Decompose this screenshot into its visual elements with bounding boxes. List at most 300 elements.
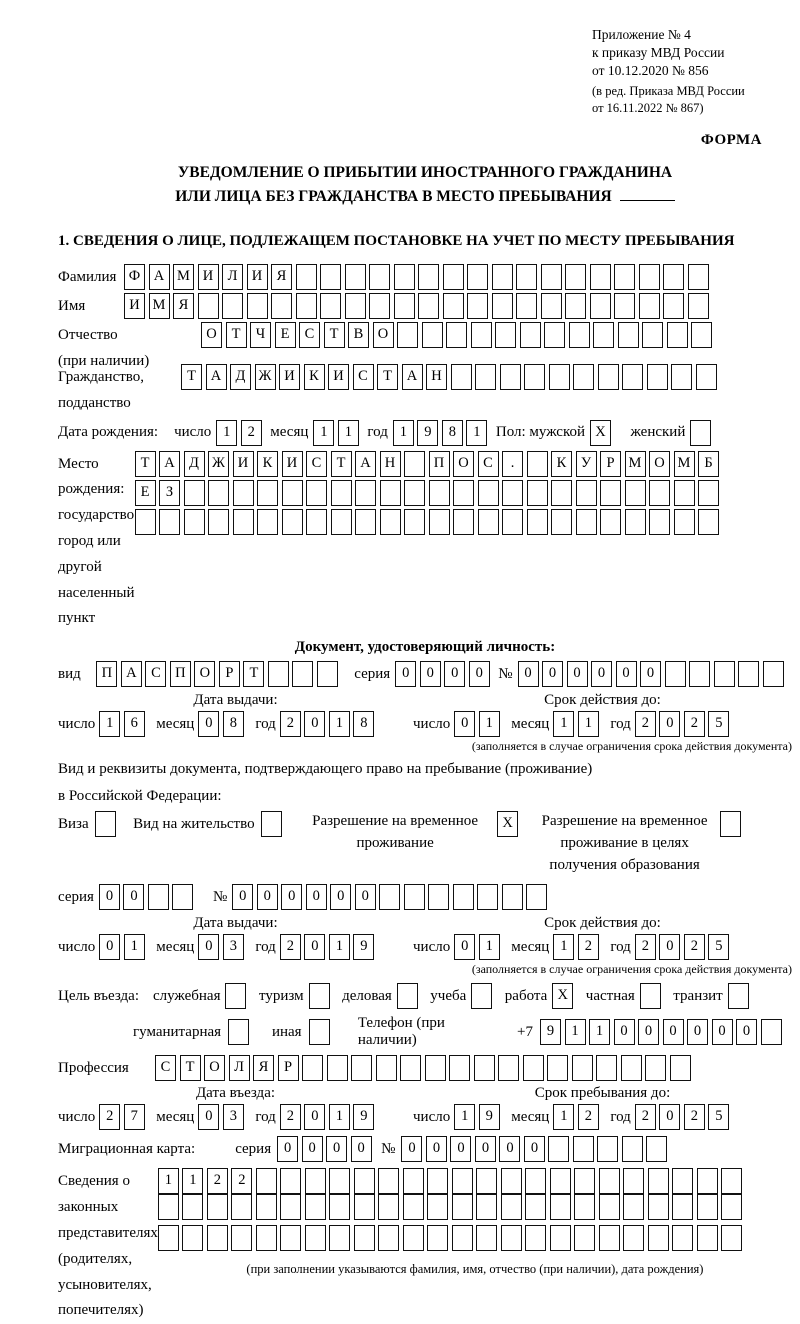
residence-valid-heading: Срок действия до: <box>544 915 661 932</box>
purpose-official-checkbox <box>225 983 250 1009</box>
char-box: 2 <box>207 1168 228 1194</box>
char-box <box>720 811 741 837</box>
char-box <box>452 1225 473 1251</box>
birth-date-label: Дата рождения: <box>58 424 159 441</box>
char-box: 0 <box>591 661 612 687</box>
birth-place-block <box>58 451 792 633</box>
char-box: Е <box>135 480 156 506</box>
char-box <box>305 1225 326 1251</box>
sex-label: Пол: мужской <box>495 424 586 441</box>
char-box <box>207 1225 228 1251</box>
valid-month-boxes <box>553 711 602 737</box>
char-box <box>550 1168 571 1194</box>
residence-options <box>58 811 792 876</box>
char-box <box>576 509 597 535</box>
purpose-other-checkbox <box>309 1019 334 1045</box>
temp-residence-education-checkbox <box>720 811 745 837</box>
char-box <box>524 364 545 390</box>
birth-day-boxes <box>216 420 265 446</box>
char-box <box>453 480 474 506</box>
char-box <box>233 480 254 506</box>
residence-doc-line1: Вид и реквизиты документа, подтверждающего право на пребывание (проживание) <box>58 761 593 778</box>
char-box: 0 <box>659 1104 680 1130</box>
char-box <box>355 509 376 535</box>
char-box: В <box>348 322 369 348</box>
char-box <box>271 293 292 319</box>
char-box: 0 <box>687 1019 708 1045</box>
char-box: Ж <box>255 364 276 390</box>
char-box: 0 <box>257 884 278 910</box>
char-box <box>306 480 327 506</box>
char-box: 1 <box>329 711 350 737</box>
char-box: Ф <box>124 264 145 290</box>
issue-day-boxes <box>99 711 148 737</box>
char-box: 0 <box>232 884 253 910</box>
char-box: 8 <box>223 711 244 737</box>
residence-doc-line2: в Российской Федерации: <box>58 787 222 804</box>
char-box <box>471 322 492 348</box>
temp-residence-education-option: Разрешение на временное проживание в целях получения образования <box>536 811 745 876</box>
char-box <box>738 661 759 687</box>
char-box: 9 <box>353 1104 374 1130</box>
char-box <box>228 1019 249 1045</box>
char-box <box>639 264 660 290</box>
char-box: 0 <box>355 884 376 910</box>
char-box <box>569 322 590 348</box>
purpose-business: деловая <box>342 983 421 1009</box>
char-box <box>397 322 418 348</box>
char-box: О <box>204 1055 225 1081</box>
char-box <box>208 480 229 506</box>
char-box: 0 <box>712 1019 733 1045</box>
char-box: 0 <box>616 661 637 687</box>
char-box <box>500 364 521 390</box>
valid-year-boxes <box>635 711 733 737</box>
char-box: 0 <box>351 1136 372 1162</box>
char-box <box>427 1168 448 1194</box>
surname-row <box>58 264 792 290</box>
char-box <box>302 1055 323 1081</box>
purpose-official: служебная <box>153 983 250 1009</box>
day-label: число <box>174 424 212 441</box>
char-box <box>688 293 709 319</box>
char-box: 1 <box>182 1168 203 1194</box>
char-box: 0 <box>426 1136 447 1162</box>
migration-number-boxes <box>401 1136 671 1162</box>
char-box: 9 <box>479 1104 500 1130</box>
char-box <box>549 364 570 390</box>
section1-heading: 1. СВЕДЕНИЯ О ЛИЦЕ, ПОДЛЕЖАЩЕМ ПОСТАНОВКЕ НА УЧЕТ ПО МЕСТУ ПРЕБЫВАНИЯ <box>58 233 735 250</box>
char-box <box>135 509 156 535</box>
char-box <box>451 364 472 390</box>
valid-until-heading: Срок действия до: <box>544 692 661 709</box>
char-box <box>443 293 464 319</box>
char-box: 0 <box>736 1019 757 1045</box>
char-box <box>728 983 749 1009</box>
char-box: 1 <box>158 1168 179 1194</box>
char-box: О <box>201 322 222 348</box>
char-box: Т <box>377 364 398 390</box>
char-box <box>354 1194 375 1220</box>
char-box: . <box>502 451 523 477</box>
char-box: 9 <box>417 420 438 446</box>
representatives-row2-boxes <box>158 1194 746 1220</box>
char-box <box>320 264 341 290</box>
purpose-label: Цель въезда: <box>58 988 139 1005</box>
char-box <box>674 509 695 535</box>
char-box: Н <box>380 451 401 477</box>
valid-day-boxes <box>454 711 503 737</box>
profession-label: Профессия <box>58 1060 129 1077</box>
purpose-tourism-checkbox <box>309 983 334 1009</box>
residence-permit-option: Вид на жительство <box>133 811 285 837</box>
char-box <box>667 322 688 348</box>
char-box: X <box>590 420 611 446</box>
char-box <box>397 983 418 1009</box>
purpose-study-checkbox <box>471 983 496 1009</box>
char-box <box>647 364 668 390</box>
char-box <box>231 1194 252 1220</box>
char-box <box>492 264 513 290</box>
char-box <box>378 1225 399 1251</box>
char-box <box>380 509 401 535</box>
residence-number-boxes <box>232 884 551 910</box>
char-box <box>520 322 541 348</box>
purpose-work: работа X <box>505 983 577 1009</box>
char-box <box>449 1055 470 1081</box>
char-box <box>453 509 474 535</box>
char-box: 0 <box>420 661 441 687</box>
char-box: 0 <box>395 661 416 687</box>
char-box <box>345 293 366 319</box>
char-box: И <box>124 293 145 319</box>
char-box: 0 <box>99 934 120 960</box>
char-box: 2 <box>280 1104 301 1130</box>
char-box: Е <box>275 322 296 348</box>
char-box <box>256 1225 277 1251</box>
char-box: Я <box>253 1055 274 1081</box>
char-box <box>618 322 639 348</box>
char-box <box>280 1168 301 1194</box>
char-box: 5 <box>708 934 729 960</box>
char-box <box>296 293 317 319</box>
char-box: И <box>282 451 303 477</box>
stay-year-boxes <box>635 1104 733 1130</box>
char-box: 5 <box>708 1104 729 1130</box>
char-box <box>525 1225 546 1251</box>
char-box: А <box>149 264 170 290</box>
char-box <box>208 509 229 535</box>
char-box <box>623 1194 644 1220</box>
char-box <box>403 1194 424 1220</box>
char-box: К <box>551 451 572 477</box>
char-box: А <box>402 364 423 390</box>
char-box <box>761 1019 782 1045</box>
char-box: 8 <box>353 711 374 737</box>
char-box <box>550 1225 571 1251</box>
char-box: И <box>328 364 349 390</box>
char-box: 0 <box>277 1136 298 1162</box>
char-box: Т <box>181 364 202 390</box>
char-box <box>478 480 499 506</box>
char-box <box>476 1168 497 1194</box>
char-box <box>523 1055 544 1081</box>
char-box: 2 <box>578 934 599 960</box>
char-box: 0 <box>304 1104 325 1130</box>
char-box <box>688 264 709 290</box>
visa-checkbox <box>95 811 120 837</box>
char-box <box>182 1194 203 1220</box>
char-box <box>257 480 278 506</box>
patronymic-label: Отчество (при наличии) <box>58 327 150 370</box>
char-box <box>429 509 450 535</box>
char-box: 2 <box>280 934 301 960</box>
residence-series-row <box>58 884 792 910</box>
char-box <box>502 509 523 535</box>
char-box <box>257 509 278 535</box>
name-boxes <box>124 293 712 319</box>
char-box: М <box>149 293 170 319</box>
char-box <box>625 509 646 535</box>
residence-issue-day-boxes <box>99 934 148 960</box>
char-box: С <box>145 661 166 687</box>
char-box <box>280 1225 301 1251</box>
char-box <box>404 451 425 477</box>
appendix-line: к приказу МВД России <box>592 44 725 60</box>
char-box <box>614 293 635 319</box>
char-box: 0 <box>659 934 680 960</box>
char-box: 7 <box>124 1104 145 1130</box>
sex-male-checkbox <box>590 420 615 446</box>
char-box <box>671 364 692 390</box>
purpose-private-checkbox <box>640 983 665 1009</box>
char-box: С <box>306 451 327 477</box>
residence-doc-dates: Дата выдачи: число 0 1 месяц 0 3 год 2 0 1 9 Срок действия до: число 0 1 месяц 1 2 год 2 0 2 5 (заполняется в случае ограничения срока действия документа) <box>58 915 792 977</box>
char-box: И <box>198 264 219 290</box>
migration-card-label: Миграционная карта: <box>58 1140 196 1157</box>
char-box: 9 <box>540 1019 561 1045</box>
birth-place-rows <box>135 451 793 540</box>
char-box <box>425 1055 446 1081</box>
char-box <box>565 264 586 290</box>
char-box <box>623 1225 644 1251</box>
char-box <box>354 1225 375 1251</box>
char-box: 1 <box>393 420 414 446</box>
char-box <box>649 509 670 535</box>
doc-kind-label: вид <box>58 665 81 682</box>
char-box <box>551 480 572 506</box>
char-box <box>599 1194 620 1220</box>
char-box: А <box>121 661 142 687</box>
char-box <box>475 364 496 390</box>
char-box <box>623 1168 644 1194</box>
char-box <box>317 661 338 687</box>
entry-day-boxes <box>99 1104 148 1130</box>
char-box: Т <box>331 451 352 477</box>
profession-boxes <box>155 1055 694 1081</box>
char-box: К <box>304 364 325 390</box>
char-box: 0 <box>454 711 475 737</box>
char-box: 0 <box>524 1136 545 1162</box>
char-box <box>446 322 467 348</box>
revision-line: (в ред. Приказа МВД России <box>592 84 745 99</box>
char-box <box>596 1055 617 1081</box>
char-box <box>403 1168 424 1194</box>
char-box: 1 <box>99 711 120 737</box>
char-box: 2 <box>231 1168 252 1194</box>
char-box: 2 <box>99 1104 120 1130</box>
char-box <box>495 322 516 348</box>
char-box: 3 <box>223 1104 244 1130</box>
char-box <box>614 264 635 290</box>
char-box <box>309 983 330 1009</box>
char-box <box>544 322 565 348</box>
char-box: 1 <box>313 420 334 446</box>
name-label: Имя <box>58 298 86 315</box>
char-box: 0 <box>302 1136 323 1162</box>
char-box <box>714 661 735 687</box>
stay-until-heading: Срок пребывания до: <box>534 1085 671 1102</box>
char-box <box>207 1194 228 1220</box>
char-box <box>452 1194 473 1220</box>
identity-doc-dates: Дата выдачи: число 1 6 месяц 0 8 год 2 0 1 8 Срок действия до: число 0 1 месяц 1 1 год 2 0 2 5 (заполняется в случае ограничения срока действия документа) <box>58 692 792 754</box>
char-box: 1 <box>124 934 145 960</box>
char-box <box>721 1168 742 1194</box>
residence-valid-year-boxes <box>635 934 733 960</box>
identity-doc-row <box>58 661 792 687</box>
char-box <box>379 884 400 910</box>
char-box <box>345 264 366 290</box>
temp-residence-checkbox <box>497 811 522 837</box>
char-box <box>222 293 243 319</box>
char-box: 9 <box>353 934 374 960</box>
char-box: 0 <box>659 711 680 737</box>
char-box <box>404 480 425 506</box>
char-box <box>551 509 572 535</box>
char-box: 1 <box>553 934 574 960</box>
char-box <box>721 1194 742 1220</box>
char-box: О <box>453 451 474 477</box>
entry-year-boxes <box>280 1104 378 1130</box>
char-box <box>670 1055 691 1081</box>
char-box <box>696 364 717 390</box>
char-box <box>231 1225 252 1251</box>
char-box <box>422 322 443 348</box>
char-box: Л <box>222 264 243 290</box>
char-box <box>565 293 586 319</box>
purpose-transit: транзит <box>673 983 752 1009</box>
char-box: 0 <box>198 934 219 960</box>
char-box <box>305 1194 326 1220</box>
char-box <box>159 509 180 535</box>
surname-boxes <box>124 264 712 290</box>
phone-boxes <box>540 1019 785 1045</box>
char-box <box>593 322 614 348</box>
char-box <box>225 983 246 1009</box>
char-box: П <box>96 661 117 687</box>
char-box <box>639 293 660 319</box>
char-box <box>576 480 597 506</box>
representatives-note: (при заполнении указываются фамилия, имя, отчество (при наличии), дата рождения) <box>246 1262 704 1277</box>
char-box <box>329 1194 350 1220</box>
char-box: 1 <box>329 934 350 960</box>
issue-year-boxes <box>280 711 378 737</box>
char-box <box>691 322 712 348</box>
char-box: 2 <box>280 711 301 737</box>
char-box: Я <box>173 293 194 319</box>
char-box <box>453 884 474 910</box>
birth-date-row <box>58 420 792 446</box>
char-box: 0 <box>450 1136 471 1162</box>
char-box: Д <box>230 364 251 390</box>
char-box <box>418 293 439 319</box>
char-box <box>599 1225 620 1251</box>
char-box <box>256 1168 277 1194</box>
purpose-humanitarian-label: гуманитарная <box>133 1023 222 1040</box>
char-box <box>648 1168 669 1194</box>
char-box <box>501 1225 522 1251</box>
char-box <box>261 811 282 837</box>
char-box <box>282 480 303 506</box>
char-box <box>526 884 547 910</box>
char-box: 1 <box>589 1019 610 1045</box>
char-box: Л <box>229 1055 250 1081</box>
visit-purpose-row <box>58 983 792 1009</box>
citizenship-row <box>58 364 792 417</box>
representatives-block <box>58 1168 792 1324</box>
char-box <box>476 1194 497 1220</box>
char-box <box>599 1168 620 1194</box>
char-box <box>198 293 219 319</box>
birth-place-row2-boxes <box>135 480 723 506</box>
char-box <box>541 264 562 290</box>
char-box <box>418 264 439 290</box>
char-box <box>327 1055 348 1081</box>
char-box <box>492 293 513 319</box>
char-box <box>600 509 621 535</box>
char-box <box>648 1194 669 1220</box>
char-box <box>476 1225 497 1251</box>
form-title <box>58 161 792 209</box>
char-box <box>648 1225 669 1251</box>
char-box: 1 <box>565 1019 586 1045</box>
char-box <box>625 480 646 506</box>
char-box: 3 <box>223 934 244 960</box>
char-box <box>598 364 619 390</box>
char-box: 0 <box>401 1136 422 1162</box>
char-box <box>478 509 499 535</box>
char-box <box>282 509 303 535</box>
char-box: С <box>478 451 499 477</box>
char-box: 0 <box>663 1019 684 1045</box>
char-box <box>184 480 205 506</box>
char-box <box>697 1194 718 1220</box>
char-box: 0 <box>198 711 219 737</box>
char-box: 8 <box>442 420 463 446</box>
surname-label: Фамилия <box>58 269 117 286</box>
char-box <box>721 1225 742 1251</box>
char-box: О <box>373 322 394 348</box>
char-box <box>525 1168 546 1194</box>
char-box <box>351 1055 372 1081</box>
char-box <box>698 509 719 535</box>
char-box <box>369 293 390 319</box>
char-box <box>525 1194 546 1220</box>
char-box <box>320 293 341 319</box>
phone-row <box>58 1015 792 1049</box>
char-box <box>649 480 670 506</box>
month-label: месяц <box>270 424 309 441</box>
